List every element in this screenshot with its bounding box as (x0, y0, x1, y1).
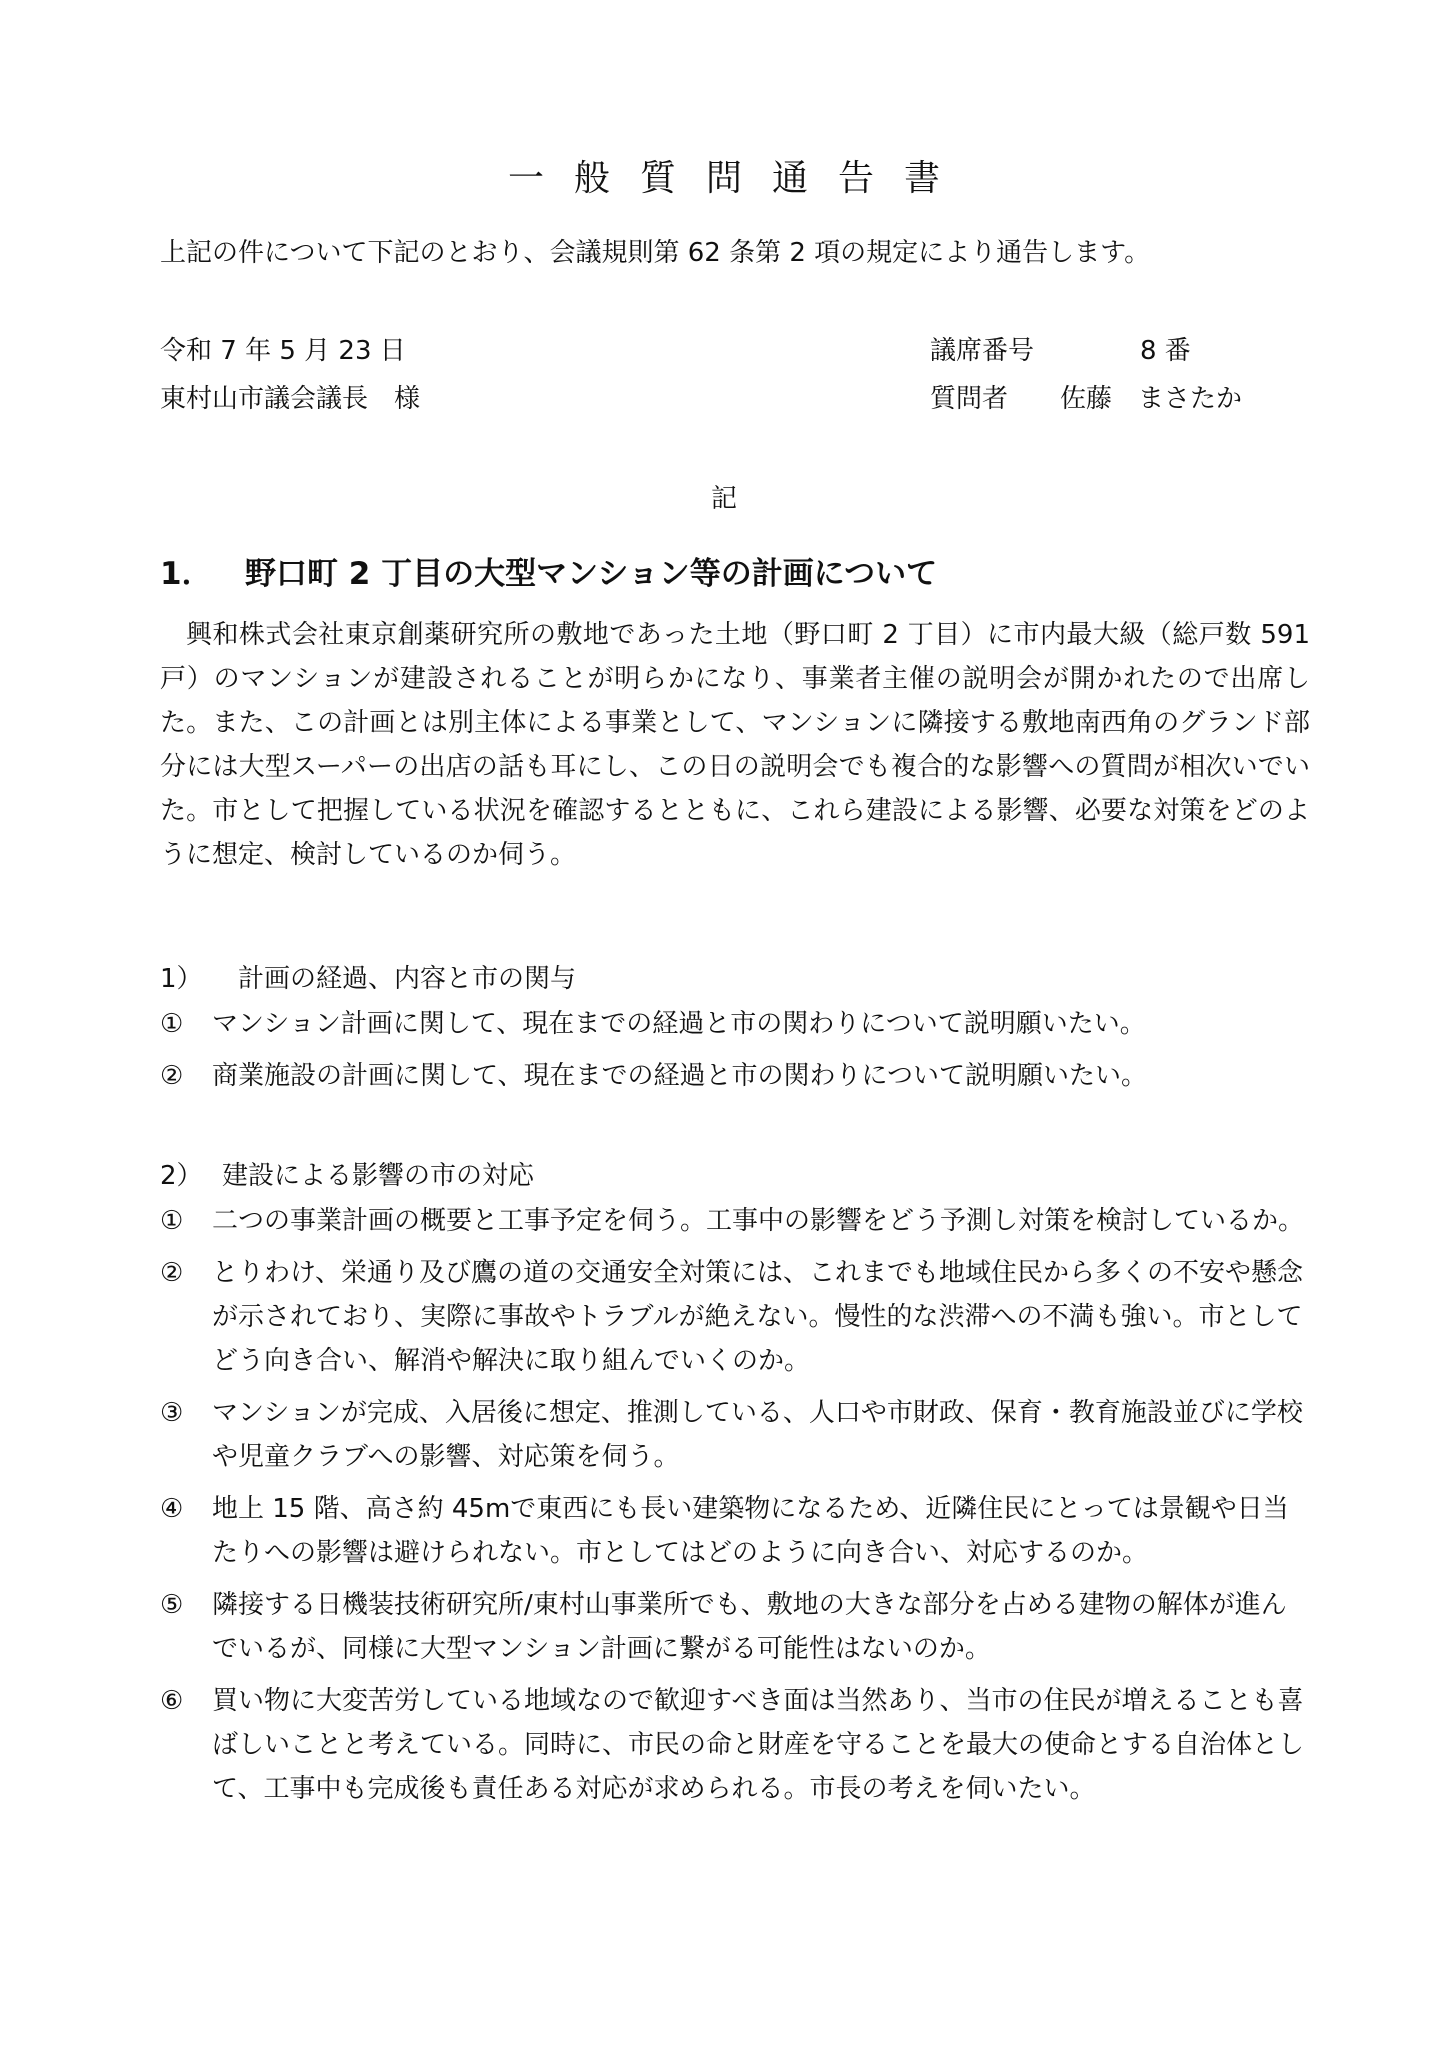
item-marker: ② (160, 1061, 184, 1091)
item-marker: ④ (160, 1494, 184, 1524)
section-title: 建設による影響の市の対応 (222, 1161, 535, 1191)
item-marker: ⑥ (160, 1686, 184, 1716)
list-item (160, 1251, 1310, 1383)
section-question-list (160, 1002, 1310, 1106)
list-item (160, 1679, 1310, 1811)
item-marker: ① (160, 1206, 184, 1236)
section-heading (160, 1155, 534, 1192)
questioner-label: 質問者 (930, 384, 1009, 414)
seat-number-label: 議席番号 (930, 336, 1035, 366)
item-text: とりわけ、栄通り及び鷹の道の交通安全対策には、これまでも地域住民から多くの不安や懸念が示されており、実際に事故やトラブルが絶えない。慢性的な渋滞への不満も強い。市としてどう向き合い、解消や解決に取り組んでいくのか。 (212, 1258, 1303, 1376)
item-text: マンションが完成、入居後に想定、推測している、人口や市財政、保育・教育施設並びに学校や児童クラブへの影響、対応策を伺う。 (212, 1398, 1303, 1472)
heading-text: 野口町 2 丁目の大型マンション等の計画について (245, 556, 938, 592)
intro-statement: 上記の件について下記のとおり、会議規則第 62 条第 2 項の規定により通告します。 (160, 238, 1151, 268)
ki-marker: 記 (710, 484, 737, 514)
section-number: 1） (160, 964, 203, 994)
question-body: 興和株式会社東京創薬研究所の敷地であった土地（野口町 2 丁目）に市内最大級（総戸数 591 戸）のマンションが建設されることが明らかになり、事業者主催の説明会が開かれたので出席した。また、この計画とは別主体による事業として、マンションに隣接する敷地南西角のグランド部分には大型スーパーの出店の話も耳にし、この日の説明会でも複合的な影響への質問が相次いでいた。市として把握している状況を確認するとともに、これら建設による影響、必要な対策をどのように想定、検討しているのか伺う。 (160, 620, 1310, 870)
item-text: 隣接する日機装技術研究所/東村山事業所でも、敷地の大きな部分を占める建物の解体が進んでいるが、同様に大型マンション計画に繋がる可能性はないのか。 (212, 1590, 1287, 1664)
list-item (160, 1391, 1310, 1479)
item-marker: ② (160, 1258, 184, 1288)
list-item (160, 1054, 1310, 1098)
list-item (160, 1487, 1310, 1575)
section-heading (160, 958, 576, 995)
section-question-list (160, 1199, 1310, 1819)
list-item (160, 1002, 1310, 1046)
question-heading (160, 548, 937, 593)
heading-number: 1． (160, 556, 213, 592)
item-text: 二つの事業計画の概要と工事予定を伺う。工事中の影響をどう予測し対策を検討しているか。 (212, 1206, 1305, 1236)
item-marker: ① (160, 1009, 184, 1039)
questioner-name: 佐藤 まさたか (1060, 384, 1243, 414)
document-title: 一般質問通告書 (507, 158, 970, 199)
item-text: マンション計画に関して、現在までの経過と市の関わりについて説明願いたい。 (212, 1009, 1146, 1039)
item-text: 買い物に大変苦労している地域なので歓迎すべき面は当然あり、当市の住民が増えることも喜ばしいことと考えている。同時に、市民の命と財産を守ることを最大の使命とする自治体として、工事中も完成後も責任ある対応が求められる。市長の考えを伺いたい。 (212, 1686, 1305, 1804)
notice-date: 令和 7 年 5 月 23 日 (160, 336, 406, 366)
item-text: 商業施設の計画に関して、現在までの経過と市の関わりについて説明願いたい。 (212, 1061, 1147, 1091)
item-marker: ⑤ (160, 1590, 184, 1620)
addressee: 東村山市議会議長 様 (160, 384, 421, 414)
list-item (160, 1199, 1310, 1243)
item-text: 地上 15 階、高さ約 45mで東西にも長い建築物になるため、近隣住民にとっては景観や日当たりへの影響は避けられない。市としてはどのように向き合い、対応するのか。 (212, 1494, 1289, 1568)
seat-number-value: 8 番 (1140, 336, 1191, 366)
item-marker: ③ (160, 1398, 184, 1428)
list-item (160, 1583, 1310, 1671)
section-number: 2） (160, 1161, 203, 1191)
section-title: 計画の経過、内容と市の関与 (238, 964, 577, 994)
